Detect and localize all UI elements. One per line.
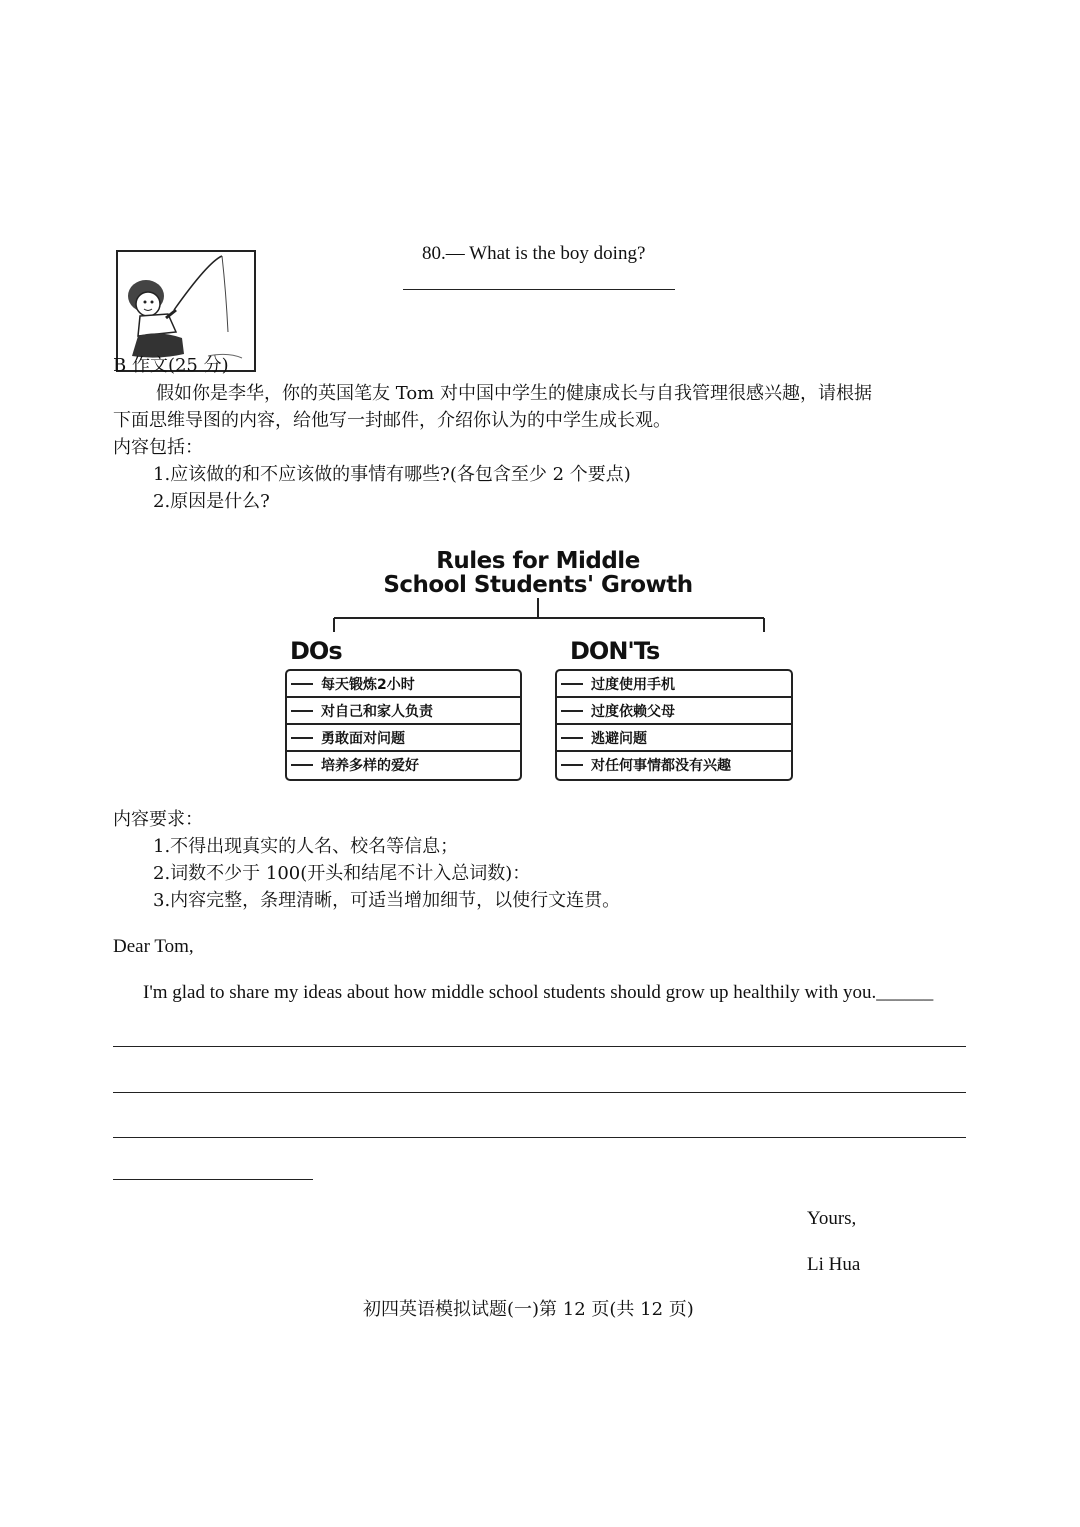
writing-line-1[interactable]: [113, 1046, 966, 1047]
mindmap-title-line-1: Rules for Middle: [436, 548, 640, 574]
donts-item: 逃避问题: [557, 725, 791, 752]
dos-list: [285, 669, 522, 781]
page-footer: 初四英语模拟试题(一)第 12 页(共 12 页): [363, 1299, 694, 1320]
donts-item: 过度依赖父母: [557, 698, 791, 725]
mindmap-connector: [320, 598, 780, 632]
donts-item: 过度使用手机: [557, 671, 791, 698]
mindmap-title: [338, 549, 738, 597]
content-label: 内容包括：: [113, 437, 203, 458]
dos-item: 每天锻炼2小时: [287, 671, 520, 698]
dos-heading: DOs: [290, 637, 342, 665]
content-item-1: 1.应该做的和不应该做的事情有哪些?(各包含至少 2 个要点): [153, 464, 631, 485]
mindmap-title-line-2: School Students' Growth: [383, 572, 693, 598]
requirement-item-3: 3.内容完整，条理清晰，可适当增加细节，以使行文连贯。: [153, 890, 621, 911]
question-80: 80.— What is the boy doing?: [422, 243, 646, 264]
letter-greeting: Dear Tom,: [113, 936, 194, 957]
requirements-label: 内容要求：: [113, 809, 203, 830]
donts-list: [555, 669, 793, 781]
dos-item: 勇敢面对问题: [287, 725, 520, 752]
dos-item: 培养多样的爱好: [287, 752, 520, 779]
intro-line-1: 假如你是李华，你的英国笔友 Tom 对中国中学生的健康成长与自我管理很感兴趣，请根据: [156, 383, 872, 404]
letter-opening: I'm glad to share my ideas about how middle school students should grow up healthily with you.______: [143, 982, 934, 1003]
writing-line-2[interactable]: [113, 1092, 966, 1093]
intro-line-2: 下面思维导图的内容，给他写一封邮件，介绍你认为的中学生成长观。: [113, 410, 671, 431]
answer-line-80[interactable]: [403, 289, 675, 290]
requirement-item-2: 2.词数不少于 100(开头和结尾不计入总词数)：: [153, 863, 531, 884]
donts-item: 对任何事情都没有兴趣: [557, 752, 791, 779]
donts-heading: DON'Ts: [570, 637, 660, 665]
letter-signature: Li Hua: [807, 1254, 861, 1275]
section-title: B 作文(25 分): [113, 355, 229, 376]
letter-closing: Yours,: [807, 1208, 857, 1229]
requirement-item-1: 1.不得出现真实的人名、校名等信息；: [153, 836, 459, 857]
content-item-2: 2.原因是什么?: [153, 491, 270, 512]
dos-item: 对自己和家人负责: [287, 698, 520, 725]
writing-line-3[interactable]: [113, 1137, 966, 1138]
writing-line-4[interactable]: [113, 1179, 313, 1180]
